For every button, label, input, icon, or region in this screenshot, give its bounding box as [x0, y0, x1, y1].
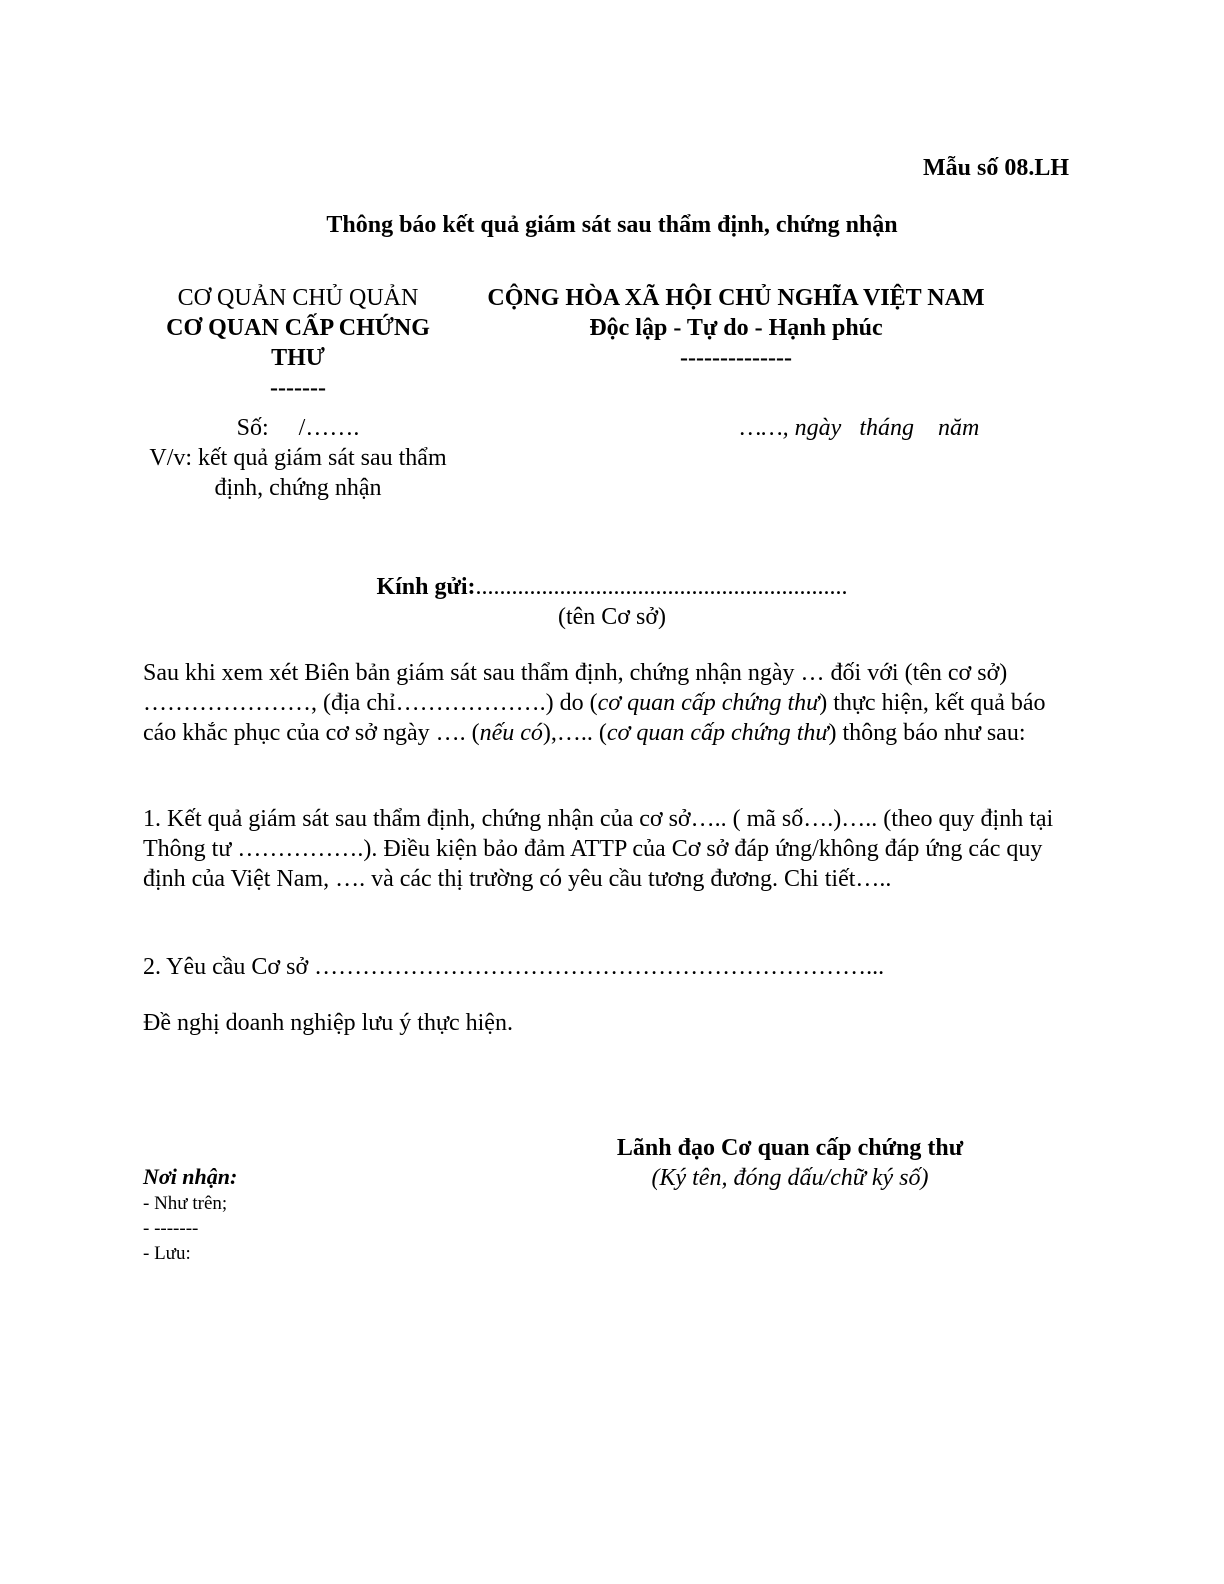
recipient-item: - ------- [143, 1218, 199, 1239]
intro-text-4: ) thông báo như sau: [828, 720, 1026, 746]
signature-block [560, 1133, 1020, 1193]
recipient-note: (tên Cơ sở) [557, 604, 667, 630]
form-number: Mẫu số 08.LH [922, 155, 1069, 181]
issuing-agency: CƠ QUAN CẤP CHỨNG THƯ [166, 315, 430, 371]
recipient-block [0, 572, 1224, 632]
date-line: ……, ngày tháng năm [740, 415, 980, 441]
document-number: Số: /……. [236, 415, 360, 441]
signature-note: (Ký tên, đóng dấu/chữ ký số) [651, 1165, 929, 1191]
paragraph-closing: Đề nghị doanh nghiệp lưu ý thực hiện. [143, 1010, 513, 1036]
intro-italic-1: cơ quan cấp chứng thư [597, 690, 820, 716]
document-title: Thông báo kết quả giám sát sau thẩm định, chứng nhận [326, 212, 898, 238]
intro-text-1: Sau khi xem xét Biên bản giám sát sau thẩm định, chứng nhận ngày … đối với (tên cơ sở) …………………, (địa chỉ……………….) do ( [143, 660, 1008, 716]
reference-block [140, 413, 456, 503]
paragraph-requirement: 2. Yêu cầu Cơ sở ……………………………………………………………... [143, 954, 885, 980]
signature-title: Lãnh đạo Cơ quan cấp chứng thư [616, 1135, 964, 1161]
left-divider: ------- [270, 375, 326, 401]
paragraph-result: 1. Kết quả giám sát sau thẩm định, chứng nhận của cơ sở….. ( mã số….)….. (theo quy định tại Thông tư …………….). Điều kiện bảo đảm ATTP của Cơ sở đáp ứng/không đáp ứng các quy định của Việt Nam, …. và các thị trường có yêu cầu tương đương. Chi tiết….. [143, 806, 1054, 892]
recipient-dots: .............................................................. [475, 574, 848, 600]
national-motto: Độc lập - Tự do - Hạnh phúc [589, 315, 883, 341]
paragraph-intro [143, 658, 1073, 748]
intro-text-3: ),….. ( [542, 720, 607, 746]
right-header [480, 283, 992, 373]
intro-italic-2: nếu có [479, 720, 543, 746]
recipients-list [143, 1163, 443, 1266]
parent-agency: CƠ QUẢN CHỦ QUẢN [177, 285, 419, 311]
recipient-item: - Lưu: [143, 1243, 191, 1264]
intro-italic-3: cơ quan cấp chứng thư [606, 720, 829, 746]
right-divider: -------------- [680, 345, 792, 371]
recipients-heading: Nơi nhận: [143, 1164, 238, 1189]
recipient-label: Kính gửi: [376, 574, 476, 600]
country-name: CỘNG HÒA XÃ HỘI CHỦ NGHĨA VIỆT NAM [487, 285, 985, 311]
recipient-item: - Như trên; [143, 1193, 228, 1214]
intro-text-2: ) thực hiện, kết quả báo cáo khắc phục của cơ sở ngày …. ( [143, 690, 1046, 746]
left-header [140, 283, 456, 403]
document-subject: V/v: kết quả giám sát sau thẩm định, chứng nhận [149, 445, 447, 501]
